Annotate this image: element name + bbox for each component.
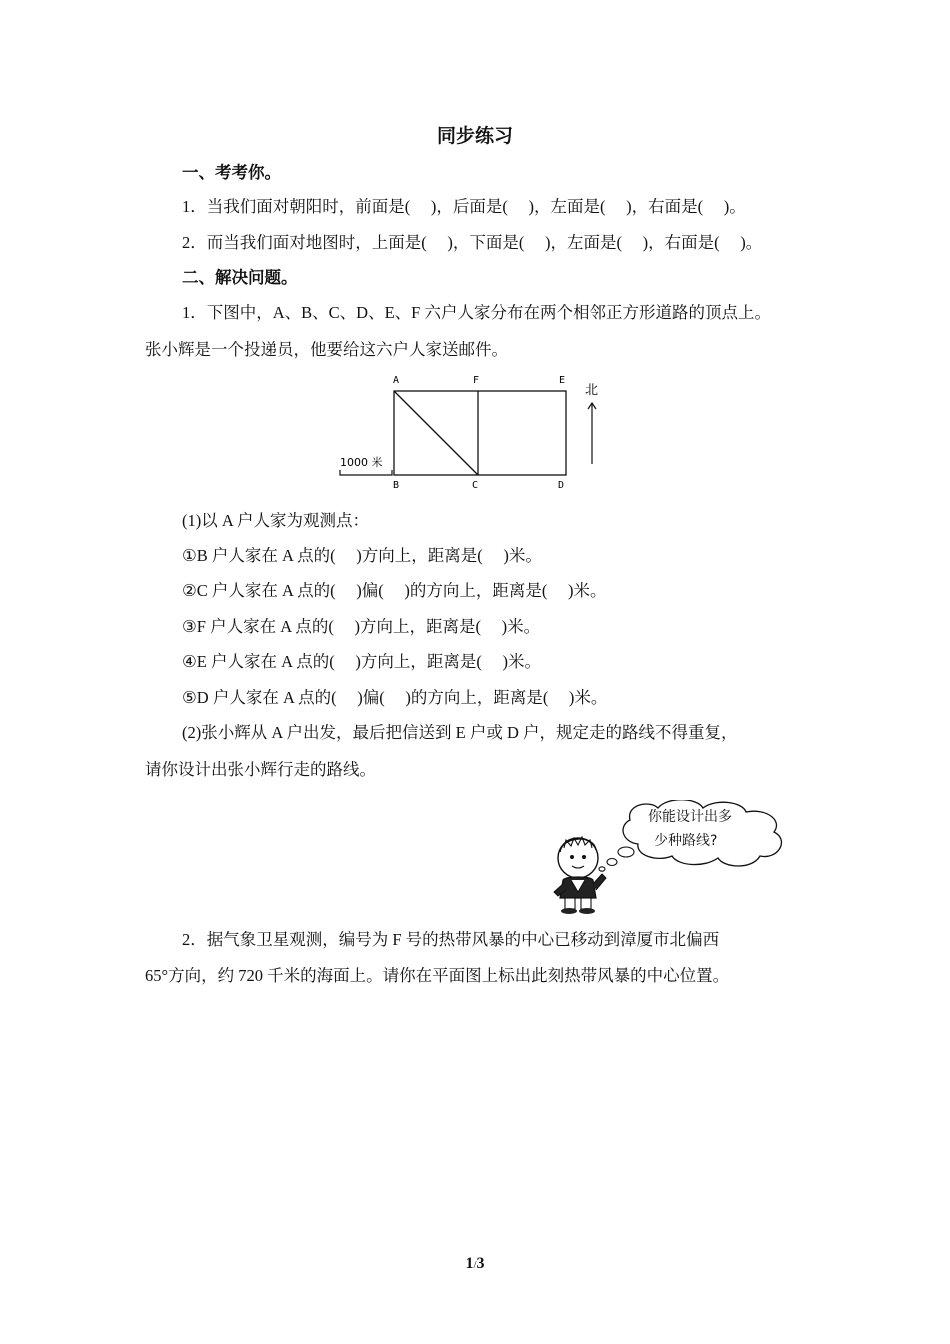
label-b: B — [393, 480, 400, 491]
part-1-intro: (1)以 A 户人家为观测点： — [182, 511, 369, 530]
question-1-1: 1．当我们面对朝阳时，前面是( )，后面是( )，左面是( )，右面是( )。 — [182, 197, 746, 216]
page-current: 1 — [465, 1255, 474, 1272]
problem-1-line-1: 1．下图中，A、B、C、D、E、F 六户人家分布在两个相邻正方形道路的顶点上。 — [182, 303, 771, 322]
bubble-text-line-1: 你能设计出多 — [648, 809, 732, 825]
scale-label: 1000 米 — [340, 456, 383, 469]
item-3: ③F 户人家在 A 点的( )方向上，距离是( )米。 — [182, 617, 541, 636]
boy-character-icon — [554, 837, 606, 914]
road-map-figure — [330, 368, 620, 498]
label-e: E — [559, 375, 566, 386]
north-label: 北 — [585, 383, 599, 398]
road-diagonal — [394, 391, 478, 475]
road-outline — [394, 391, 566, 475]
item-5: ⑤D 户人家在 A 点的( )偏( )的方向上，距离是( )米。 — [182, 688, 608, 707]
label-f: F — [473, 375, 480, 386]
part-2-line-1: (2)张小辉从 A 户出发，最后把信送到 E 户或 D 户，规定走的路线不得重复， — [182, 723, 738, 742]
page-separator: / — [473, 1259, 477, 1271]
problem-1-line-2: 张小辉是一个投递员，他要给这六户人家送邮件。 — [145, 340, 508, 359]
page-number — [0, 1254, 950, 1275]
section-1-heading: 一、考考你。 — [182, 163, 281, 182]
item-1: ①B 户人家在 A 点的( )方向上，距离是( )米。 — [182, 546, 542, 565]
label-d: D — [558, 480, 565, 491]
label-c: C — [472, 480, 479, 491]
part-2-line-2: 请你设计出张小辉行走的路线。 — [145, 760, 376, 779]
cartoon-illustration — [538, 800, 808, 915]
page-title: 同步练习 — [436, 126, 513, 147]
label-a: A — [393, 375, 400, 386]
bubble-text-line-2: 少种路线? — [654, 833, 718, 849]
scale-bar — [340, 470, 392, 475]
item-4: ④E 户人家在 A 点的( )方向上，距离是( )米。 — [182, 652, 541, 671]
problem-2-line-1: 2．据气象卫星观测，编号为 F 号的热带风暴的中心已移动到漳厦市北偏西 — [182, 930, 720, 949]
item-2: ②C 户人家在 A 点的( )偏( )的方向上，距离是( )米。 — [182, 581, 607, 600]
problem-2-line-2: 65°方向，约 720 千米的海面上。请你在平面图上标出此刻热带风暴的中心位置。 — [145, 966, 730, 985]
question-1-2: 2．而当我们面对地图时，上面是( )，下面是( )，左面是( )，右面是( )。 — [182, 233, 763, 252]
page-total: 3 — [476, 1255, 485, 1272]
section-2-heading: 二、解决问题。 — [182, 268, 298, 287]
